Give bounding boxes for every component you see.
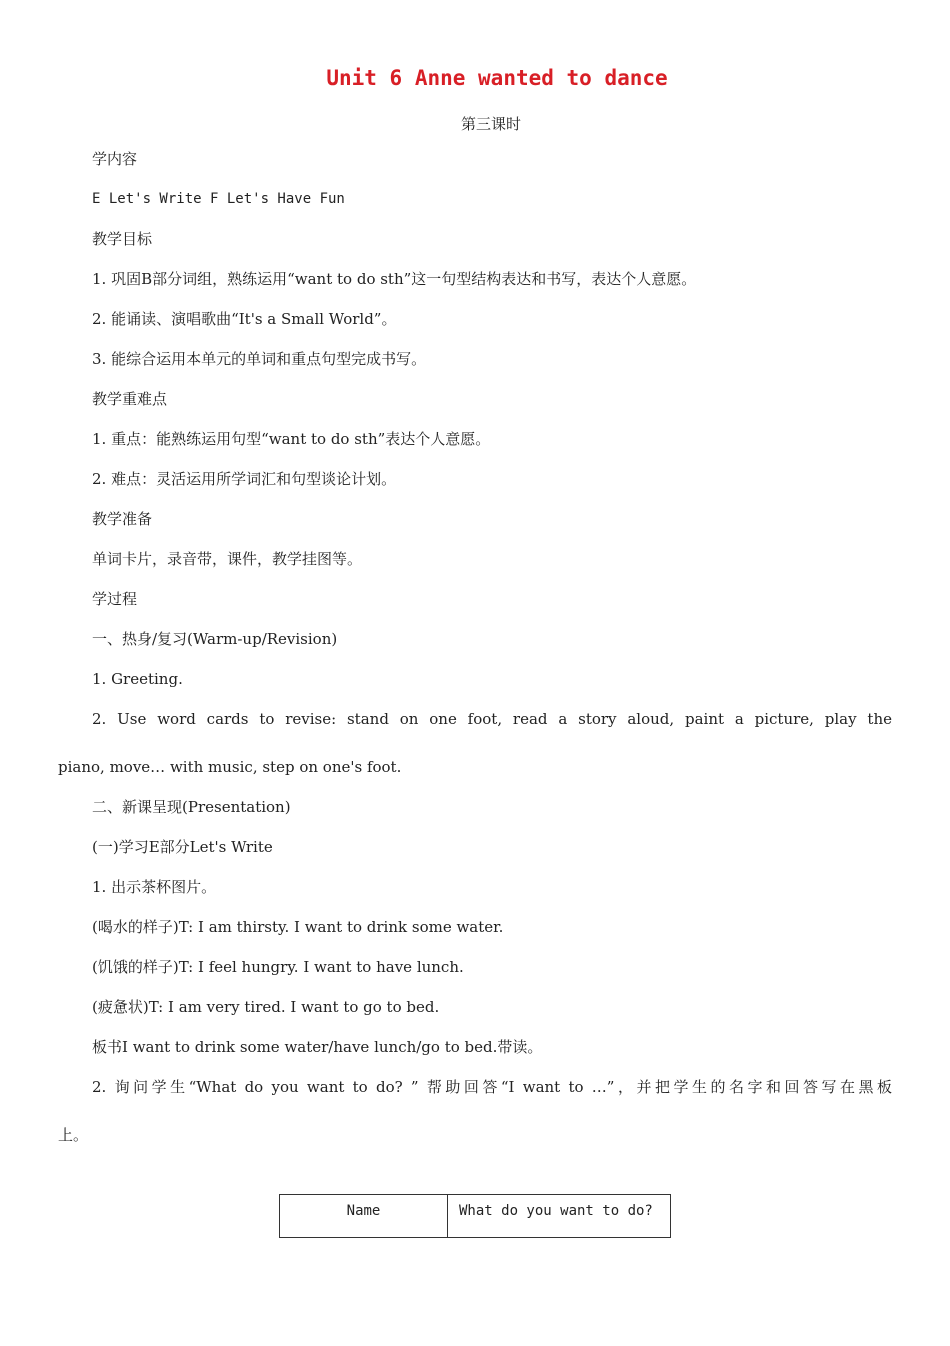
table-row (280, 1195, 671, 1238)
step-heading-presentation: 二、新课呈现(Presentation) (92, 798, 291, 816)
lesson-subtitle: 第三课时 (460, 115, 521, 133)
content-parts: E Let's Write F Let's Have Fun (92, 191, 345, 207)
section-heading-preparation: 教学准备 (92, 510, 153, 528)
section-heading-key-points: 教学重难点 (92, 390, 168, 408)
dialogue-line: (疲惫状)T: I am very tired. I want to go to bed. (92, 998, 440, 1016)
step-heading-warmup: 一、热身/复习(Warm-up/Revision) (92, 630, 338, 648)
section-heading-objectives: 教学目标 (92, 230, 153, 248)
sub-step-heading: (一)学习E部分Let's Write (92, 838, 273, 856)
dialogue-line: (喝水的样子)T: I am thirsty. I want to drink some water. (92, 918, 504, 936)
dialogue-line: (饥饿的样子)T: I feel hungry. I want to have lunch. (92, 958, 464, 976)
answer-table (279, 1194, 671, 1238)
table-header-name: Name (280, 1195, 448, 1238)
objective-item: 3. 能综合运用本单元的单词和重点句型完成书写。 (92, 350, 427, 368)
table-header-question: What do you want to do? (448, 1195, 671, 1238)
revise-line-2: piano, move… with music, step on one's foot. (58, 758, 402, 776)
ask-line-2: 上。 (58, 1126, 89, 1144)
board-writing: 板书I want to drink some water/have lunch/go to bed.带读。 (92, 1038, 543, 1056)
revise-paragraph (58, 709, 892, 777)
key-point-item: 1. 重点：能熟练运用句型“want to do sth”表达个人意愿。 (92, 430, 491, 448)
ask-paragraph (58, 1077, 892, 1145)
key-point-item: 2. 难点：灵活运用所学词汇和句型谈论计划。 (92, 470, 397, 488)
step-item: 1. Greeting. (92, 670, 183, 688)
objective-item: 1. 巩固B部分词组，熟练运用“want to do sth”这一句型结构表达和书写，表达个人意愿。 (92, 270, 697, 288)
section-heading-content: 学内容 (92, 150, 138, 168)
section-heading-process: 学过程 (92, 590, 138, 608)
document-title: Unit 6 Anne wanted to dance (326, 66, 668, 90)
objective-item: 2. 能诵读、演唱歌曲“It's a Small World”。 (92, 310, 397, 328)
revise-line-1: 2. Use word cards to revise: stand on one foot, read a story aloud, paint a picture, play the (92, 710, 892, 728)
preparation-text: 单词卡片，录音带，课件，教学挂图等。 (92, 550, 363, 568)
ask-line-1: 2. 询问学生“What do you want to do? ” 帮助回答“I want to …”，并把学生的名字和回答写在黑板 (92, 1078, 892, 1096)
step-item: 1. 出示茶杯图片。 (92, 878, 217, 896)
